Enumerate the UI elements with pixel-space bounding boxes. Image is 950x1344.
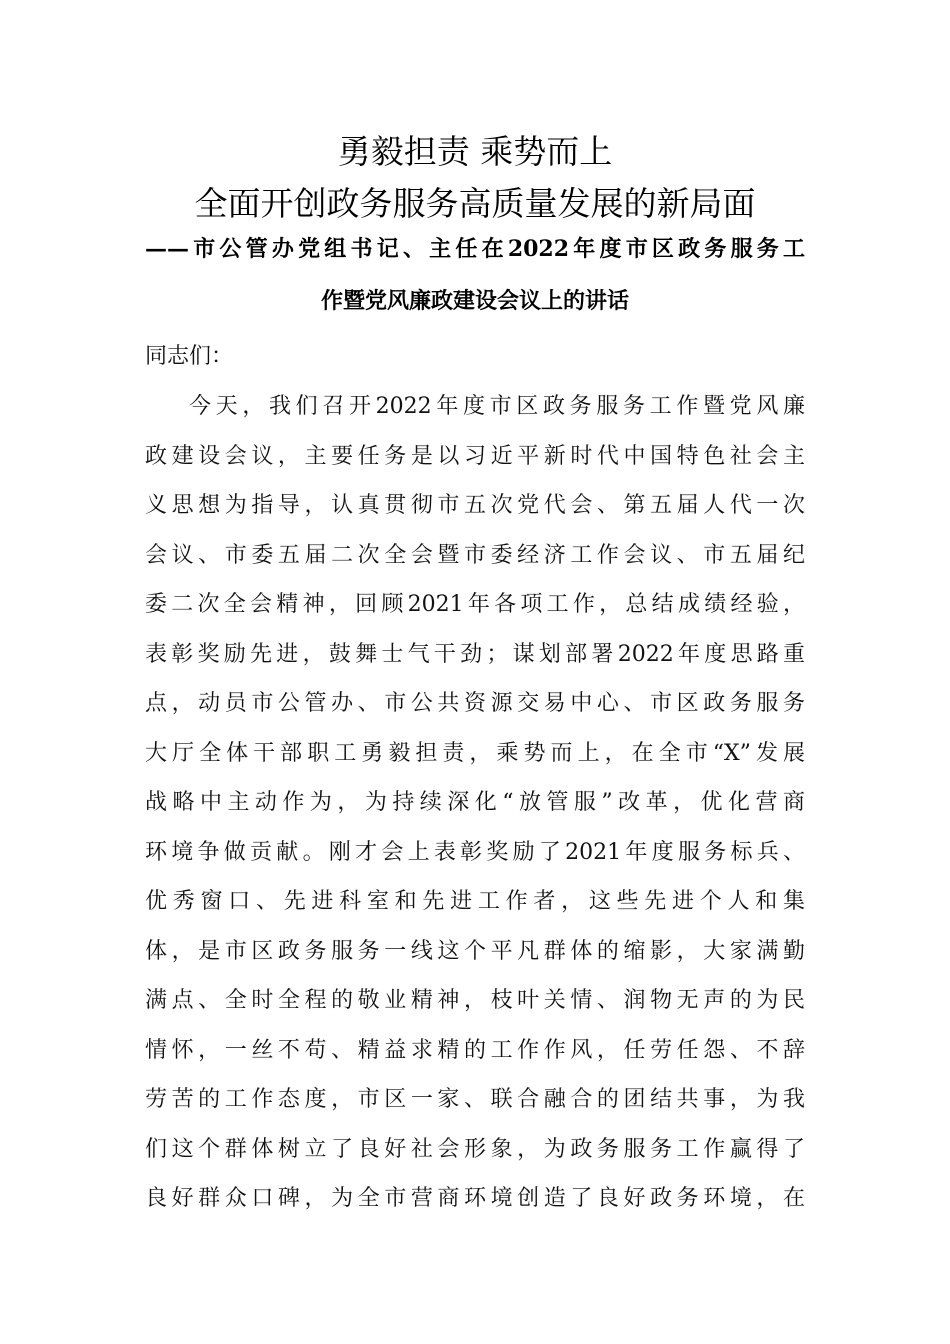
body-line: 们这个群体树立了良好社会形象，为政务服务工作赢得了 xyxy=(145,1136,805,1162)
body-line: 政建设会议，主要任务是以习近平新时代中国特色社会主 xyxy=(145,443,805,469)
body-line: 会议、市委五届二次全会暨市委经济工作会议、市五届纪 xyxy=(145,542,805,568)
body-line: 优秀窗口、先进科室和先进工作者，这些先进个人和集 xyxy=(145,889,805,914)
body-line: 良好群众口碑，为全市营商环境创造了良好政务环境，在 xyxy=(145,1186,805,1211)
body-line: 大厅全体干部职工勇毅担责，乘势而上，在全市“X”发展 xyxy=(145,740,805,766)
body-line: 体，是市区政务服务一线这个平凡群体的缩影，大家满勤 xyxy=(145,938,805,964)
body-line: 环境争做贡献。刚才会上表彰奖励了2021年度服务标兵、 xyxy=(145,839,805,865)
body-line: 情怀，一丝不苟、精益求精的工作作风，任劳任怨、不辞 xyxy=(145,1037,805,1063)
title-line-1: 勇毅担责 乘势而上 xyxy=(337,132,613,171)
body-line: 满点、全时全程的敬业精神，枝叶关情、润物无声的为民 xyxy=(145,988,805,1013)
body-line: 委二次全会精神，回顾2021年各项工作，总结成绩经验， xyxy=(145,592,805,617)
body-line: 点，动员市公管办、市公共资源交易中心、市区政务服务 xyxy=(145,691,805,716)
body-line: 劳苦的工作态度，市区一家、联合融合的团结共事，为我 xyxy=(145,1087,805,1112)
body-line: 战略中主动作为，为持续深化“放管服”改革，优化营商 xyxy=(145,790,805,815)
body-line: 义思想为指导，认真贯彻市五次党代会、第五届人代一次 xyxy=(145,493,805,518)
subtitle-line-2: 作暨党风廉政建设会议上的讲话 xyxy=(320,288,629,314)
body-line: 今天，我们召开2022年度市区政务服务工作暨党风廉 xyxy=(189,394,805,419)
body-paragraph xyxy=(145,382,805,1224)
subtitle-line-1: ——市公管办党组书记、主任在2022年度市区政务服务工 xyxy=(145,236,805,262)
salutation: 同志们： xyxy=(145,344,234,369)
title-line-2: 全面开创政务服务高质量发展的新局面 xyxy=(194,184,756,223)
body-line: 表彰奖励先进，鼓舞士气干劲；谋划部署2022年度思路重 xyxy=(145,641,805,667)
